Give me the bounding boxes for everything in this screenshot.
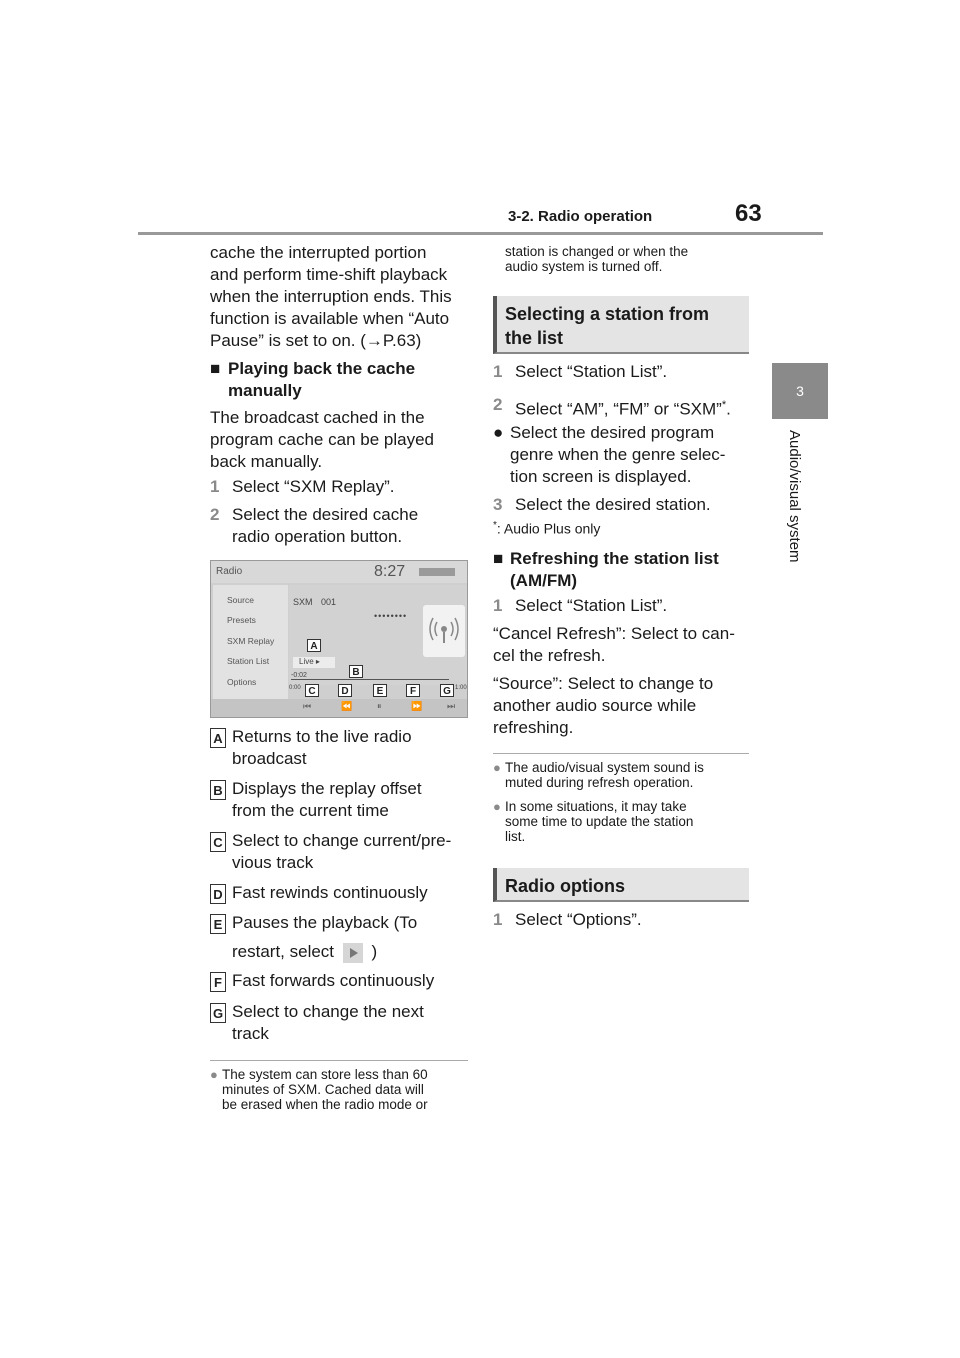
next-track-icon: ⏭ bbox=[447, 701, 456, 711]
note-continuation: station is changed or when the audio system is turned off. bbox=[505, 244, 689, 274]
note-rule-left bbox=[210, 1060, 468, 1061]
prev-track-icon: ⏮ bbox=[303, 701, 312, 711]
intro-paragraph: cache the interrupted portion and perform time-shift playback when the interruption ends. This function is available when “Auto Pause” is set to on. (→P.63) bbox=[210, 243, 452, 350]
callout-g: G bbox=[440, 684, 454, 697]
footnote-audio-plus: *: Audio Plus only bbox=[493, 520, 601, 537]
antenna-icon bbox=[423, 605, 465, 657]
screen-sidebar-presets: Presets bbox=[227, 615, 256, 625]
radio-screen-figure bbox=[210, 560, 468, 718]
note-rule-right bbox=[493, 753, 749, 754]
live-button: Live ▸ bbox=[293, 657, 335, 668]
screen-sidebar-source: Source bbox=[227, 595, 254, 605]
play-icon bbox=[343, 943, 363, 963]
screen-sidebar-station-list: Station List bbox=[227, 656, 270, 666]
callout-b: B bbox=[349, 665, 363, 678]
screen-clock: 8:27 bbox=[374, 563, 406, 580]
screen-sidebar-options: Options bbox=[227, 677, 257, 687]
screen-channel-number: 001 bbox=[321, 597, 337, 607]
screen-time-end: 1:00 bbox=[455, 685, 467, 691]
callout-a: A bbox=[307, 639, 321, 652]
cancel-refresh-text: “Cancel Refresh”: Select to can- cel the refresh. bbox=[493, 624, 735, 665]
screen-top-bar bbox=[211, 561, 468, 583]
source-text: “Source”: Select to change to another audio source while refreshing. bbox=[493, 674, 714, 737]
callout-f: F bbox=[406, 684, 420, 697]
screen-title: Radio bbox=[216, 566, 243, 577]
callout-d: D bbox=[338, 684, 352, 697]
screen-offset: -0:02 bbox=[291, 672, 307, 679]
screen-sidebar-sxm-replay: SXM Replay bbox=[227, 636, 275, 646]
chapter-title: Audio/visual system bbox=[786, 430, 803, 563]
header-rule bbox=[138, 232, 823, 235]
screen-time-start: 0:00 bbox=[289, 685, 301, 691]
callout-c: C bbox=[305, 684, 319, 697]
heading-radio-options: Radio options bbox=[493, 868, 749, 902]
screen-control-bar bbox=[211, 699, 468, 718]
screen-sidebar bbox=[213, 585, 288, 713]
screen-dots: •••••••• bbox=[374, 611, 408, 621]
chapter-tab: 3 bbox=[772, 363, 828, 419]
rewind-icon: ⏪ bbox=[341, 701, 353, 711]
playback-paragraph: The broadcast cached in the program cache can be played back manually. bbox=[210, 408, 434, 471]
pause-icon: ⏸ bbox=[377, 701, 382, 711]
fast-forward-icon: ⏩ bbox=[411, 701, 423, 711]
heading-selecting-station: Selecting a station from the list bbox=[493, 296, 749, 354]
screen-channel-label: SXM bbox=[293, 597, 313, 607]
status-icons bbox=[419, 568, 455, 576]
replay-timeline bbox=[291, 679, 449, 680]
callout-e: E bbox=[373, 684, 387, 697]
page-number: 63 bbox=[735, 200, 762, 227]
section-title: 3-2. Radio operation bbox=[508, 208, 653, 225]
